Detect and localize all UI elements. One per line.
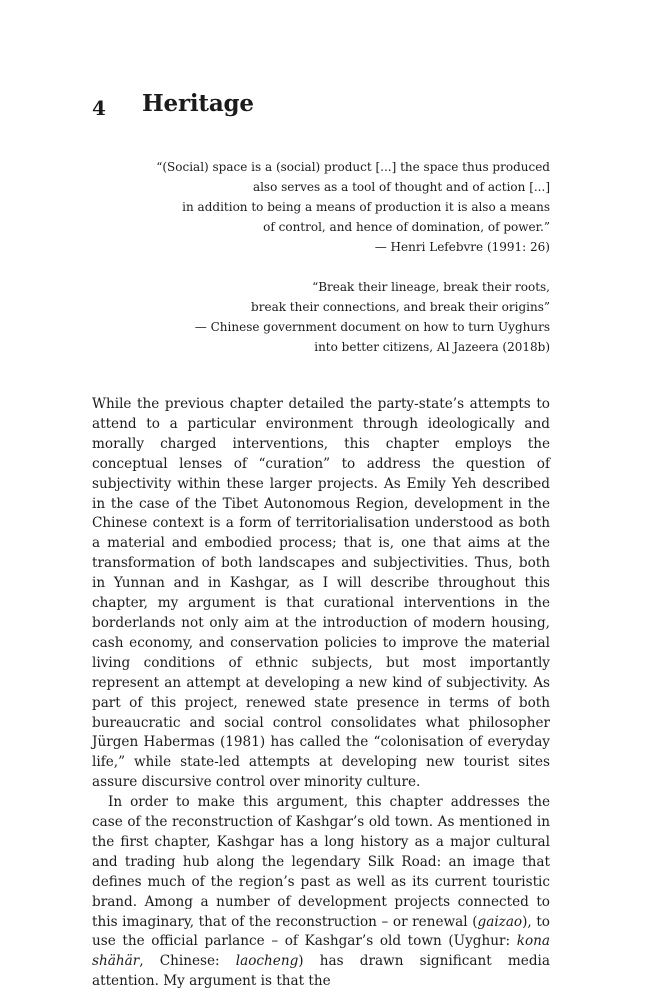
chapter-body [92, 395, 550, 992]
chapter-title: Heritage [142, 90, 254, 117]
italic-term-laocheng: laocheng [235, 953, 299, 970]
body-paragraph-2 [92, 793, 550, 992]
paragraph-text: , Chinese: [139, 953, 236, 970]
italic-term-gaizao: gaizao [477, 913, 523, 930]
epigraph-lefebvre [156, 157, 550, 257]
epigraph-line: also serves as a tool of thought and of action [...] [252, 180, 550, 194]
body-paragraph-1: While the previous chapter detailed the party-state’s attempts to attend to a particular environment through ideologically and morally charged interventions, this chapter employs the conceptual lenses of “curation” to address the question of subjectivity within these larger projects. As Emily Yeh described in the case of the Tibet Autonomous Region, development in the Chinese context is a form of territorialisation understood as both a material and embodied process; that is, one that aims at the transformation of both landscapes and subjectivities. Thus, both in Yunnan and in Kashgar, as I will describe throughout this chapter, my argument is that curational interventions in the borderlands not only aim at the introduction of modern housing, cash economy, and conservation policies to improve the material living conditions of ethnic subjects, but most importantly represent an attempt at developing a new kind of subjectivity. As part of this project, renewed state presence in terms of both bureaucratic and social control consolidates what philosopher Jürgen Habermas (1981) has called the “colonisation of everyday life,” while state-led attempts at developing new tourist sites assure discursive control over minority culture. [92, 396, 550, 791]
paragraph-text: In order to make this argument, this chapter addresses the case of the reconstruction of Kashgar’s old town. As mentioned in the first chapter, Kashgar has a long history as a major cultural and trading hub along the legendary Silk Road: an image that defines much of the region’s past as well as its current touristic brand. Among a number of development projects connected to this imaginary, that of the reconstruction – or renewal ( [92, 794, 550, 930]
epigraph-line: break their connections, and break their origins” [251, 300, 550, 314]
chapter-heading [92, 90, 550, 124]
paragraph-text: ) has drawn significant media attention. My argument is that the [92, 953, 550, 990]
epigraph-line: “(Social) space is a (social) product [...] the space thus produced [156, 160, 550, 174]
epigraph-attribution: into better citizens, Al Jazeera (2018b) [314, 340, 550, 354]
epigraph-attribution: — Henri Lefebvre (1991: 26) [374, 240, 550, 254]
chapter-number: 4 [92, 96, 106, 120]
epigraph-line: in addition to being a means of production it is also a means [182, 200, 550, 214]
epigraph-line: “Break their lineage, break their roots, [312, 280, 550, 294]
paragraph-text: ), to use the official parlance – of Kashgar’s old town (Uyghur: [92, 913, 550, 950]
epigraph-government-document [195, 277, 550, 357]
epigraph-attribution: — Chinese government document on how to turn Uyghurs [194, 320, 550, 334]
italic-term-kona-shahar: kona shähär [92, 933, 550, 970]
epigraph-line: of control, and hence of domination, of power.” [263, 220, 550, 234]
